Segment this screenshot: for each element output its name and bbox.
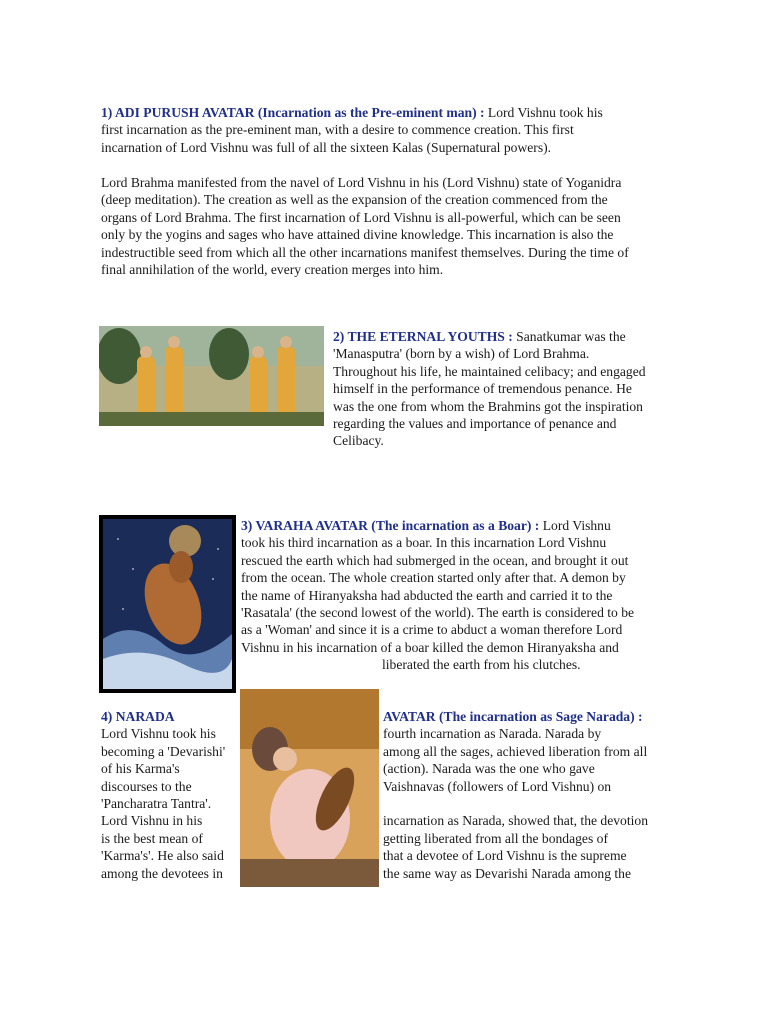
section4-right-line: the same way as Devarishi Narada among the bbox=[383, 865, 631, 881]
section4-left-line: discourses to the bbox=[101, 778, 192, 794]
section3-line: as a 'Woman' and since it is a crime to abduct a woman therefore Lord bbox=[241, 622, 623, 638]
section1-p2-line: Lord Brahma manifested from the navel of Lord Vishnu in his (Lord Vishnu) state of Yoganidra bbox=[101, 175, 622, 190]
section4-right-line: Vaishnavas (followers of Lord Vishnu) on bbox=[383, 778, 612, 794]
section2-line: was the one from whom the Brahmins got the inspiration bbox=[333, 398, 643, 414]
section1-p2-line: only by the yogins and sages who have attained divine knowledge. This incarnation is also the bbox=[101, 227, 614, 243]
section-varaha bbox=[241, 517, 634, 674]
section4-left-line: of his Karma's bbox=[101, 761, 180, 777]
section4-left-line: Lord Vishnu took his bbox=[101, 726, 216, 742]
section4-right-line: (action). Narada was the one who gave bbox=[383, 761, 595, 777]
section3-heading: 3) VARAHA AVATAR (The incarnation as a Boar) : bbox=[241, 518, 540, 533]
section4-right-gap bbox=[383, 795, 648, 812]
section2-intro: Sanatkumar was the bbox=[512, 329, 626, 344]
section4-left-line: Lord Vishnu in his bbox=[101, 813, 203, 829]
section4-right-line: that a devotee of Lord Vishnu is the supreme bbox=[383, 848, 627, 864]
section4-right-line: fourth incarnation as Narada. Narada by bbox=[383, 726, 602, 742]
section4-right-line: getting liberated from all the bondages of bbox=[383, 830, 608, 846]
section1-p2-line: final annihilation of the world, every creation merges into him. bbox=[101, 262, 444, 278]
section2-line: regarding the values and importance of penance and bbox=[333, 416, 617, 432]
section1-heading: 1) ADI PURUSH AVATAR (Incarnation as the Pre-eminent man) : bbox=[101, 105, 485, 120]
section4-right-column bbox=[383, 708, 648, 882]
section1-line: first incarnation as the pre-eminent man, with a desire to commence creation. This first bbox=[101, 122, 574, 138]
section4-left-line: becoming a 'Devarishi' bbox=[101, 743, 226, 759]
section4-right-line: among all the sages, achieved liberation from all bbox=[383, 743, 648, 759]
eternal-youths-image bbox=[99, 326, 324, 426]
section1-first-line bbox=[101, 104, 603, 121]
section1-p2-line: organs of Lord Brahma. The first incarnation of Lord Vishnu is all-powerful, which can be seen bbox=[101, 209, 621, 225]
section4-left-line: 'Karma's'. He also said bbox=[101, 848, 224, 864]
section4-right-line: incarnation as Narada, showed that, the devotion bbox=[383, 813, 648, 829]
section4-left-line: 'Pancharatra Tantra'. bbox=[101, 796, 212, 812]
section4-heading-right: AVATAR (The incarnation as Sage Narada) : bbox=[383, 709, 643, 724]
section1-p2-line: indestructible seed from which all the other incarnations manifest themselves. During the time of bbox=[101, 244, 629, 260]
narada-image bbox=[240, 689, 379, 887]
section1-line: incarnation of Lord Vishnu was full of all the sixteen Kalas (Supernatural powers). bbox=[101, 139, 552, 155]
section2-line: 'Manasputra' (born by a wish) of Lord Brahma. bbox=[333, 346, 590, 362]
section3-line: from the ocean. The whole creation started only after that. A demon by bbox=[241, 570, 626, 586]
section2-first-line bbox=[333, 328, 646, 345]
section3-last-line: liberated the earth from his clutches. bbox=[382, 657, 581, 673]
section3-line: rescued the earth which had submerged in the ocean, and brought it out bbox=[241, 552, 629, 568]
section1-intro: Lord Vishnu took his bbox=[484, 105, 603, 120]
section4-heading-left: 4) NARADA bbox=[101, 709, 175, 724]
section2-line: himself in the performance of tremendous penance. He bbox=[333, 381, 632, 397]
section2-line: Celibacy. bbox=[333, 433, 384, 449]
section3-line: Vishnu in his incarnation of a boar killed the demon Hiranyaksha and bbox=[241, 639, 619, 655]
section2-line: Throughout his life, he maintained celibacy; and engaged bbox=[333, 363, 646, 379]
section2-heading: 2) THE ETERNAL YOUTHS : bbox=[333, 329, 513, 344]
section1-p2-line: (deep meditation). The creation as well as the expansion of the creation commenced from the bbox=[101, 192, 608, 208]
section3-line: 'Rasatala' (the second lowest of the world). The earth is considered to be bbox=[241, 605, 635, 621]
varaha-boar-image bbox=[99, 515, 236, 693]
section3-line: the name of Hiranyaksha had abducted the earth and carried it to the bbox=[241, 587, 613, 603]
section-eternal-youths bbox=[333, 328, 646, 450]
section4-left-line: is the best mean of bbox=[101, 830, 203, 846]
section1-paragraph2 bbox=[101, 174, 629, 278]
section4-left-line: among the devotees in bbox=[101, 865, 223, 881]
section3-line: took his third incarnation as a boar. In this incarnation Lord Vishnu bbox=[241, 535, 607, 551]
section-adi-purush bbox=[101, 104, 603, 156]
section4-left-column bbox=[101, 708, 225, 882]
section3-first-line bbox=[241, 517, 634, 534]
section3-intro: Lord Vishnu bbox=[539, 518, 611, 533]
